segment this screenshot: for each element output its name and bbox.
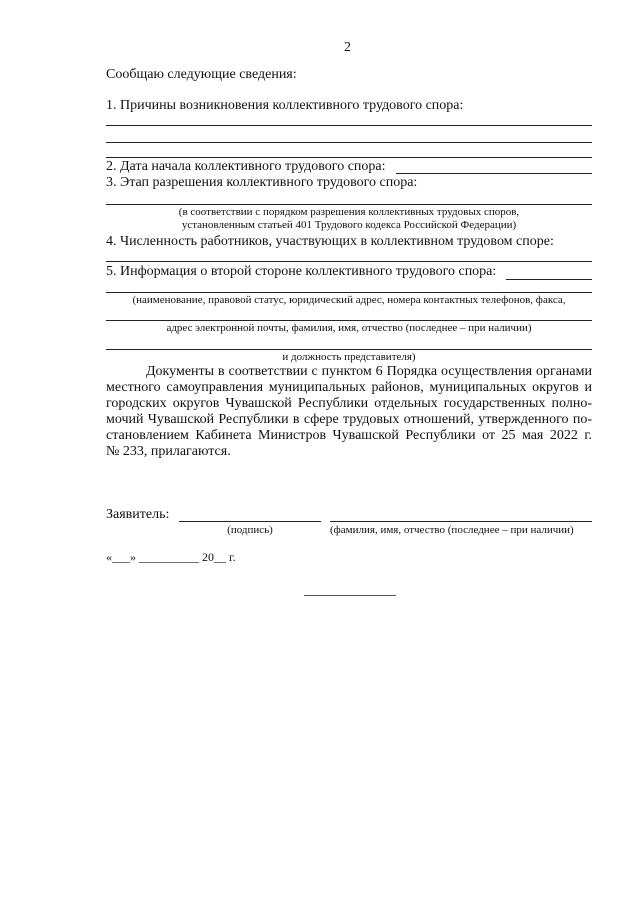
stage-fill-line[interactable]	[106, 204, 592, 205]
item-start-date-label: 2. Дата начала коллективного трудового спора:	[106, 159, 386, 174]
second-party-fill-line-2[interactable]	[106, 320, 592, 321]
signature-fill-line[interactable]	[179, 521, 321, 522]
party-hint-3: и должность представителя)	[282, 351, 416, 363]
full-name-hint: (фамилия, имя, отчество (последнее – при наличии)	[330, 524, 574, 536]
intro-text: Сообщаю следующие сведения:	[106, 67, 297, 82]
party-hint-1: (наименование, правовой статус, юридический адрес, номера контактных телефонов, факса,	[132, 294, 566, 306]
applicant-label: Заявитель:	[106, 507, 170, 522]
full-name-fill-line[interactable]	[330, 521, 592, 522]
reasons-fill-line-2[interactable]	[106, 142, 592, 143]
stage-hint-2: установленным статьей 401 Трудового кодекса Российской Федерации)	[181, 219, 517, 231]
signature-hint: (подпись)	[227, 524, 273, 536]
second-party-fill-line-3[interactable]	[106, 349, 592, 350]
item-second-party-label: 5. Информация о второй стороне коллективного трудового спора:	[106, 264, 497, 279]
item-workers-label: 4. Численность работников, участвующих в коллективном трудовом споре:	[106, 234, 554, 249]
documents-paragraph-line-2: местного самоуправления муниципальных районов, муниципальных округов и	[106, 380, 592, 395]
start-date-fill-line[interactable]	[396, 173, 592, 174]
party-hint-2: адрес электронной почты, фамилия, имя, отчество (последнее – при наличии)	[166, 322, 532, 334]
workers-fill-line[interactable]	[106, 261, 592, 262]
second-party-fill-line-short[interactable]	[506, 279, 592, 280]
item-reasons-label: 1. Причины возникновения коллективного трудового спора:	[106, 98, 464, 113]
documents-paragraph-line-6: № 233, прилагаются.	[106, 444, 231, 459]
documents-paragraph-line-1: Документы в соответствии с пунктом 6 Порядка осуществления органами	[146, 364, 592, 379]
second-party-fill-line-1[interactable]	[106, 292, 592, 293]
item-stage-label: 3. Этап разрешения коллективного трудового спора:	[106, 175, 418, 190]
date-line[interactable]: «___» __________ 20__ г.	[106, 550, 236, 564]
documents-paragraph-line-3: городских округов Чувашской Республики отдельных государственных полно-	[106, 396, 592, 411]
reasons-fill-line-3[interactable]	[106, 157, 592, 158]
stage-hint-1: (в соответствии с порядком разрешения коллективных трудовых споров,	[178, 206, 520, 218]
documents-paragraph-line-4: мочий Чувашской Республики в сфере трудовых отношений, утвержденного по-	[106, 412, 592, 427]
reasons-fill-line-1[interactable]	[106, 125, 592, 126]
documents-paragraph-line-5: становлением Кабинета Министров Чувашской Республики от 25 мая 2022 г.	[106, 428, 592, 443]
end-divider	[304, 595, 396, 596]
page-number: 2	[344, 40, 351, 55]
